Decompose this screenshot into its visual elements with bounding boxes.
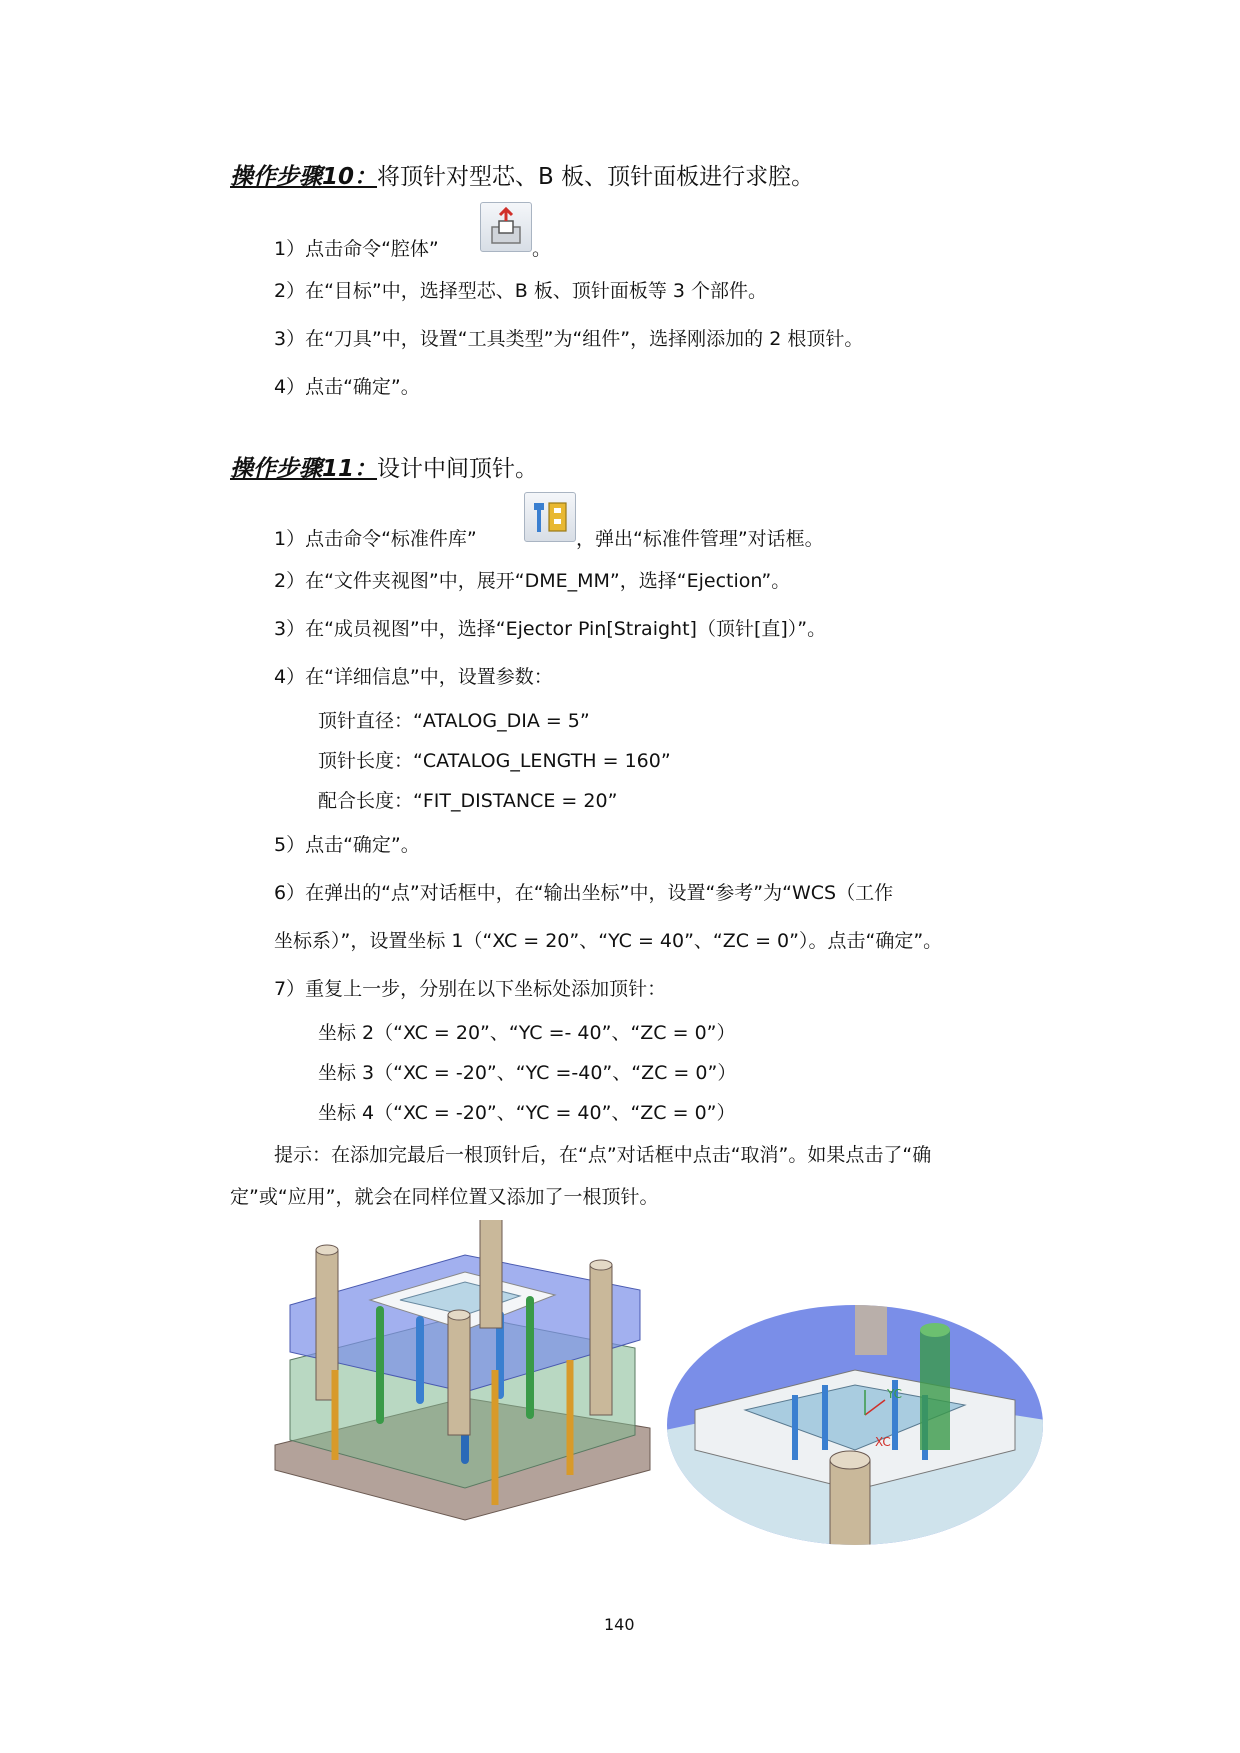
coord-3: 坐标 3（“XC = -20”、“YC =-40”、“ZC = 0”） (318, 1062, 737, 1084)
step11-title: 设计中间顶针。 (377, 456, 539, 482)
coord-4: 坐标 4（“XC = -20”、“YC = 40”、“ZC = 0”） (318, 1102, 736, 1124)
step10-label: 操作步骤10： (230, 164, 378, 190)
step11-heading (230, 450, 538, 483)
zoomed-detail-figure (665, 1300, 1045, 1550)
step11-item-3: 3）在“成员视图”中，选择“Ejector Pin[Straight]（顶针[直]）”。 (274, 618, 827, 640)
tip-line-2: 定”或“应用”，就会在同样位置又添加了一根顶针。 (230, 1186, 659, 1208)
step10-item-1-end: 。 (532, 238, 552, 260)
tip-line-1: 提示：在添加完最后一根顶针后，在“点”对话框中点击“取消”。如果点击了“确 (274, 1144, 932, 1166)
step10-item-3: 3）在“刀具”中，设置“工具类型”为“组件”，选择刚添加的 2 根顶针。 (274, 328, 864, 350)
step11-item-1-end: ，弹出“标准件管理”对话框。 (576, 528, 824, 550)
step11-item-2: 2）在“文件夹视图”中，展开“DME_MM”，选择“Ejection”。 (274, 570, 791, 592)
axis-yc-label: YC (887, 1387, 903, 1401)
step10-item-4: 4）点击“确定”。 (274, 376, 420, 398)
step11-label: 操作步骤11： (230, 456, 378, 482)
step11-item-6-line1: 6）在弹出的“点”对话框中，在“输出坐标”中，设置“参考”为“WCS（工作 (274, 882, 894, 904)
step11-item-7: 7）重复上一步，分别在以下坐标处添加顶针： (274, 978, 667, 1000)
mold-assembly-figure (270, 1220, 660, 1530)
coord-2: 坐标 2（“XC = 20”、“YC =- 40”、“ZC = 0”） (318, 1022, 736, 1044)
step10-item-1 (274, 234, 439, 261)
step10-item-1-text: 1）点击命令“腔体” (274, 238, 439, 260)
axis-xc-label: XC (875, 1435, 891, 1449)
page-number: 140 (604, 1615, 635, 1634)
step11-item-1: 1）点击命令“标准件库” (274, 528, 477, 550)
step10-heading (230, 158, 814, 191)
param-pin-length: 顶针长度：“CATALOG_LENGTH = 160” (318, 750, 671, 772)
param-pin-diameter: 顶针直径：“ATALOG_DIA = 5” (318, 710, 590, 732)
cavity-command-icon[interactable] (480, 202, 532, 252)
param-fit-distance: 配合长度：“FIT_DISTANCE = 20” (318, 790, 618, 812)
step11-item-5: 5）点击“确定”。 (274, 834, 420, 856)
step10-item-2: 2）在“目标”中，选择型芯、B 板、顶针面板等 3 个部件。 (274, 280, 768, 302)
step10-title: 将顶针对型芯、B 板、顶针面板进行求腔。 (377, 164, 815, 190)
step11-item-6-line2: 坐标系）”，设置坐标 1（“XC = 20”、“YC = 40”、“ZC = 0”）。点击“确定”。 (274, 930, 943, 952)
standard-part-library-icon[interactable] (524, 492, 576, 542)
step11-item-4: 4）在“详细信息”中，设置参数： (274, 666, 553, 688)
